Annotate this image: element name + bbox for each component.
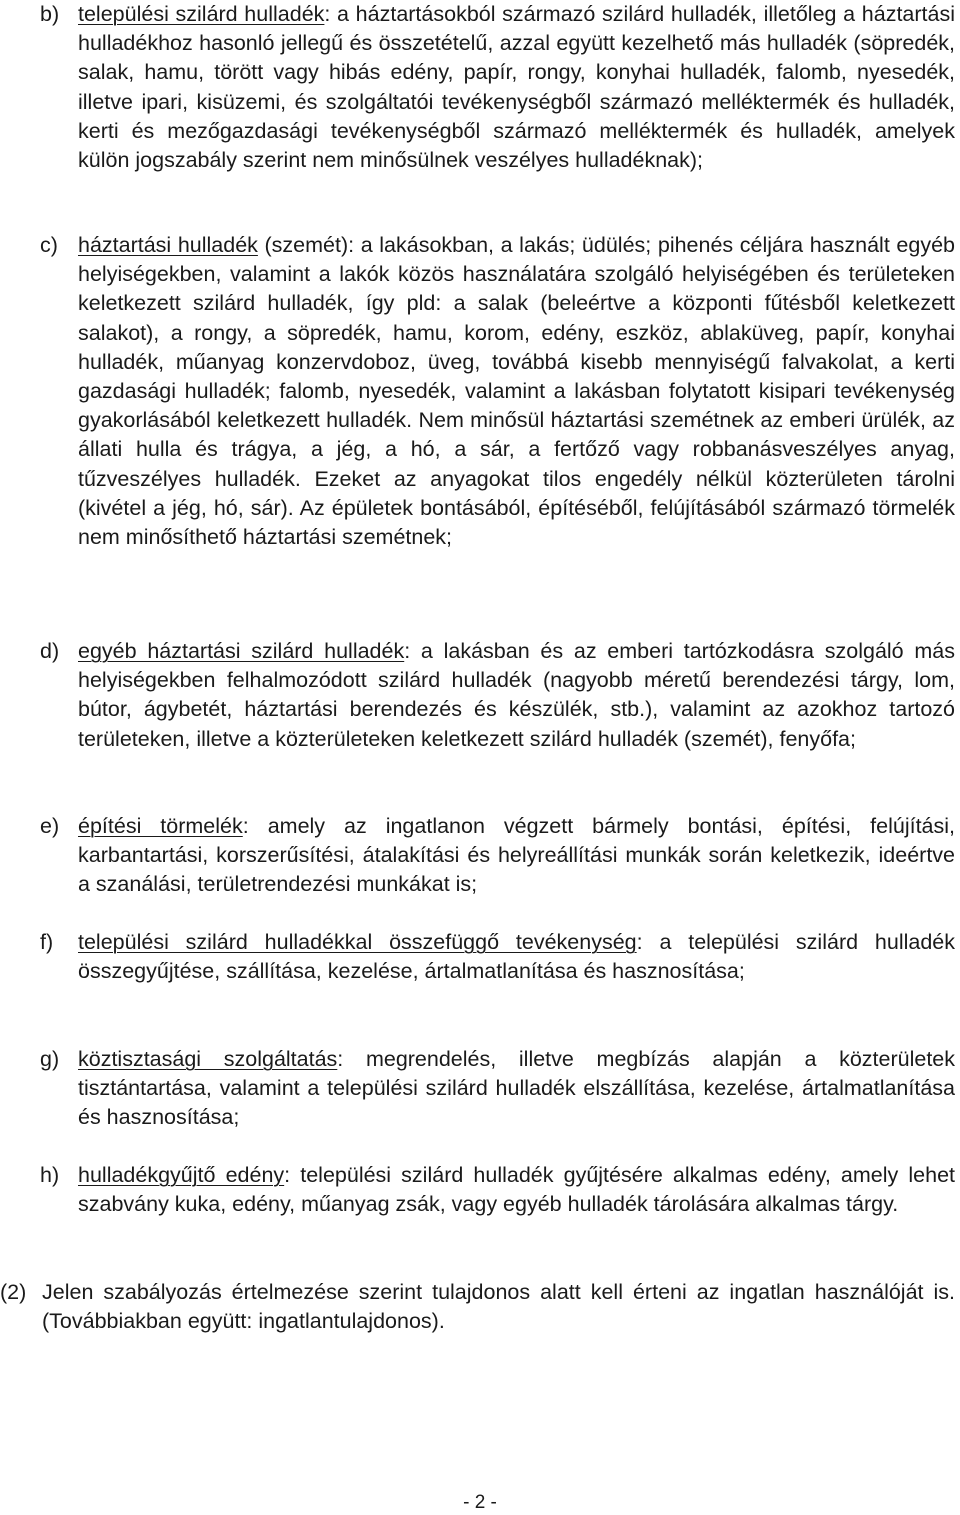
item-marker: e): [40, 814, 60, 838]
definition-item-f: [40, 928, 955, 986]
item-marker: h): [40, 1163, 60, 1187]
definition-text: : a lakásban és az emberi tartózkodásra szolgáló más helyiségekben felhalmozódott szilárd hulladék (nagyobb méretű berendezési tárgy, lom, bútor, ágybetét, háztartási berendezés és készülék, stb.), valamint az azokhoz tartozó területeken, illetve a közterületeken keletkezett szilárd hulladék (szemét), fenyőfa;: [78, 639, 955, 751]
definition-text: : megrendelés, illetve megbízás alapján a közterületek tisztántartása, valamint a települési szilárd hulladék elszállítása, kezelése, ártalmatlanítása és hasznosítása;: [78, 1047, 955, 1130]
item-body: [78, 0, 955, 175]
item-body: [78, 231, 955, 552]
definition-item-c: [40, 231, 955, 552]
definition-text: : a háztartásokból származó szilárd hulladék, illetőleg a háztartási hulladékhoz hasonló jellegű és összetételű, azzal együtt kezelhető más hulladék (söpredék, salak, hamu, törött vagy hibás edény, papír, rongy, konyhai hulladék, falomb, nyesedék, illetve ipari, kisüzemi, és szolgáltatói tevékenységből származó melléktermék és hulladék, kerti és mezőgazdasági tevékenységből származó melléktermék és hulladék, amelyek külön jogszabály szerint nem minősülnek veszélyes hulladéknak);: [78, 2, 955, 173]
item-marker: c): [40, 233, 58, 257]
definition-item-d: [40, 637, 955, 754]
defined-term: építési törmelék: [78, 814, 243, 838]
defined-term: települési szilárd hulladék: [78, 2, 325, 26]
item-marker: b): [40, 2, 60, 26]
paragraph-marker: (2): [0, 1280, 27, 1304]
definition-text: (szemét): a lakásokban, a lakás; üdülés; pihenés céljára használt egyéb helyiségekben, valamint a lakók közös használatára szolgáló helyiségében és területeken keletkezett szilárd hulladék, így pld: a salak (beleértve a központi fűtésből keletkezett salakot), a rongy, a söpredék, hamu, korom, edény, eszköz, ablaküveg, papír, konyhai hulladék, műanyag konzervdoboz, üveg, továbbá kisebb mennyiségű falvakolat, a kerti gazdasági hulladék; falomb, nyesedék, valamint a lakásban folytatott kisipari tevékenység gyakorlásából keletkezett hulladék. Nem minősül háztartási szemétnek az emberi ürülék, az állati hulla és trágya, a jég, a hó, a sár, a fertőző vagy robbanásveszélyes anyag, tűzveszélyes hulladék. Ezeket az anyagokat tilos engedély nélkül közterületen tárolni (kivétel a jég, hó, sár). Az épületek bontásából, építéséből, felújításából származó törmelék nem minősíthető háztartási szemétnek;: [78, 233, 955, 550]
definition-text: : a települési szilárd hulladék összegyűjtése, szállítása, kezelése, ártalmatlanítása és hasznosítása;: [78, 930, 955, 984]
item-marker: d): [40, 639, 60, 663]
item-marker: g): [40, 1047, 60, 1071]
defined-term: köztisztasági szolgáltatás: [78, 1047, 338, 1071]
definition-text: : amely az ingatlanon végzett bármely bontási, építési, felújítási, karbantartási, korszerűsítési, átalakítási és helyreállítási munkák során keletkezik, ideértve a szanálási, területrendezési munkákat is;: [78, 814, 955, 897]
definition-item-b: [40, 0, 955, 175]
definition-text: : települési szilárd hulladék gyűjtésére alkalmas edény, amely lehet szabvány kuka, edény, műanyag zsák, vagy egyéb hulladék tárolására alkalmas tárgy.: [78, 1163, 956, 1217]
item-body: [78, 928, 955, 986]
item-marker: f): [40, 930, 54, 954]
defined-term: hulladékgyűjtő edény: [78, 1163, 285, 1187]
defined-term: települési szilárd hulladékkal összefüggő tevékenység: [78, 930, 637, 954]
defined-term: egyéb háztartási szilárd hulladék: [78, 639, 405, 663]
item-body: [78, 637, 955, 754]
defined-term: háztartási hulladék: [78, 233, 258, 257]
definition-item-h: [40, 1161, 955, 1219]
definition-item-g: [40, 1045, 955, 1133]
definition-item-e: [40, 812, 955, 900]
page-number: - 2 -: [463, 1492, 497, 1513]
paragraph-body: Jelen szabályozás értelmezése szerint tulajdonos alatt kell érteni az ingatlan használóját is. (Továbbiakban együtt: ingatlantulajdonos).: [42, 1280, 955, 1334]
item-body: [78, 1161, 955, 1219]
item-body: [78, 1045, 955, 1133]
paragraph-2: [0, 1278, 955, 1336]
item-body: [78, 812, 955, 900]
